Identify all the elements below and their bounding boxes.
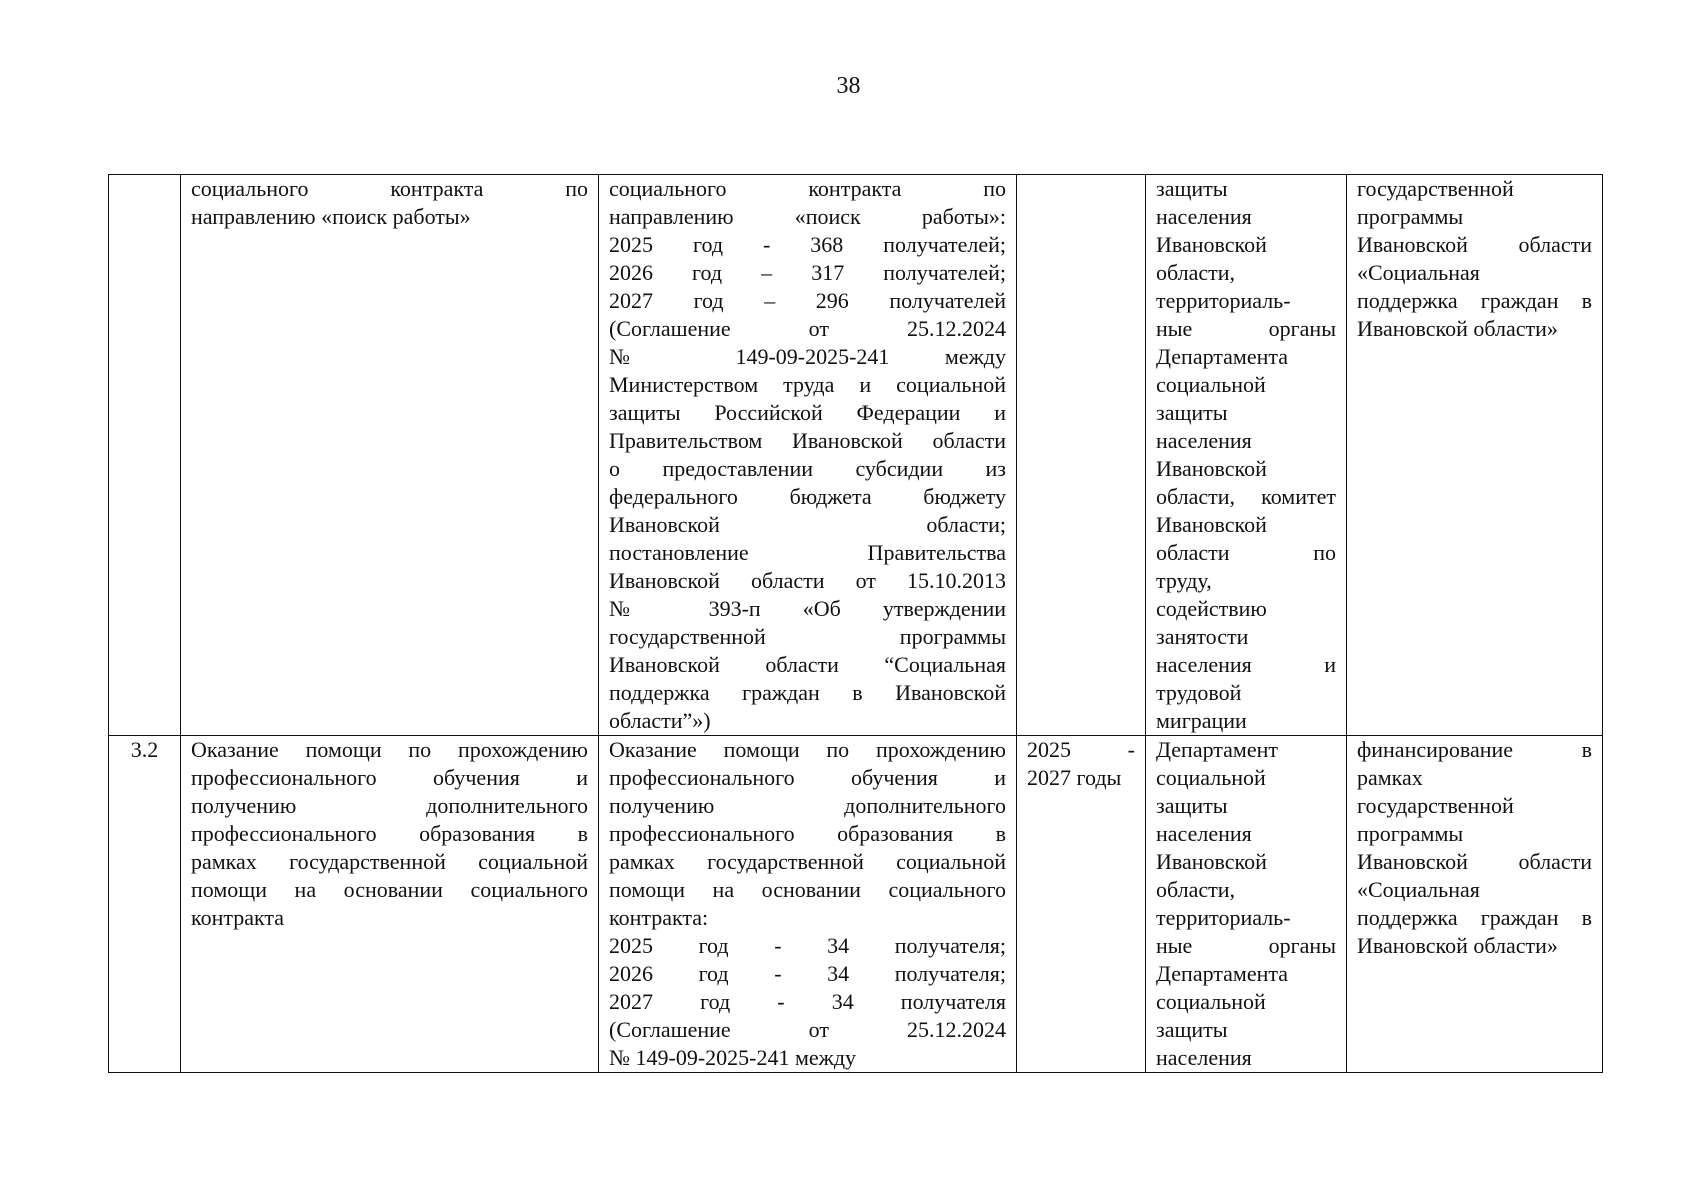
cell-line: финансирование в	[1357, 737, 1592, 762]
cell-line: (Соглашение от 25.12.2024	[609, 1017, 1006, 1042]
cell-line: профессионального обучения и	[191, 765, 588, 790]
cell-line: области,	[1156, 877, 1236, 902]
cell-line: государственной	[1357, 793, 1514, 818]
cell-line: получению дополнительного	[191, 793, 588, 818]
cell-line: поддержка граждан в	[1357, 288, 1592, 313]
cell-line: социальной	[1156, 765, 1266, 790]
cell-line: Правительством Ивановской области	[609, 428, 1006, 453]
executor-cell	[1146, 736, 1347, 1073]
executor-cell	[1146, 175, 1347, 736]
cell-line: Ивановской области»	[1357, 316, 1558, 341]
cell-line: населения	[1156, 821, 1252, 846]
cell-line: защиты Российской Федерации и	[609, 400, 1006, 425]
cell-line: 2026 год - 34 получателя;	[609, 961, 1006, 986]
cell-line: области по	[1156, 540, 1336, 565]
cell-line: 2025 -	[1027, 737, 1135, 762]
financing-cell	[1347, 736, 1603, 1073]
cell-line: Ивановской области	[1357, 232, 1592, 257]
cell-line: Ивановской	[1156, 232, 1267, 257]
cell-line: поддержка граждан в	[1357, 905, 1592, 930]
cell-line: Ивановской области»	[1357, 933, 1558, 958]
program-table	[108, 174, 1603, 1073]
cell-line: Ивановской	[1156, 456, 1267, 481]
cell-line: социального контракта по	[609, 176, 1006, 201]
row-number-cell	[109, 175, 181, 736]
cell-line: 2025 год - 34 получателя;	[609, 933, 1006, 958]
cell-line: 2025 год - 368 получателей;	[609, 232, 1006, 257]
indicator-cell	[599, 736, 1017, 1073]
cell-line: рамках	[1357, 765, 1423, 790]
cell-line: территориаль-	[1156, 905, 1291, 930]
cell-line: программы	[1357, 821, 1464, 846]
cell-line: населения	[1156, 428, 1252, 453]
cell-line: занятости	[1156, 624, 1249, 649]
table-row	[109, 736, 1603, 1073]
cell-line: государственной программы	[609, 624, 1006, 649]
cell-line: ные органы	[1156, 316, 1336, 341]
cell-line: содействию	[1156, 596, 1267, 621]
page-number: 38	[836, 73, 861, 99]
cell-line: 2027 год - 34 получателя	[609, 989, 1006, 1014]
cell-line: Ивановской	[1156, 512, 1267, 537]
cell-line: населения	[1156, 1045, 1252, 1070]
cell-line: № 393-п «Об утверждении	[609, 596, 1006, 621]
cell-line: Оказание помощи по прохождению	[191, 737, 588, 762]
period-cell	[1017, 175, 1146, 736]
row-number-cell: 3.2	[109, 736, 181, 1073]
cell-line: территориаль-	[1156, 288, 1291, 313]
cell-line: (Соглашение от 25.12.2024	[609, 316, 1006, 341]
cell-line: постановление Правительства	[609, 540, 1006, 565]
cell-line: Департамент	[1156, 737, 1279, 762]
cell-line: федерального бюджета бюджету	[609, 484, 1006, 509]
cell-line: трудовой	[1156, 680, 1242, 705]
cell-line: защиты	[1156, 1017, 1228, 1042]
cell-line: государственной	[1357, 176, 1514, 201]
cell-line: направлению «поиск работы»:	[609, 204, 1006, 229]
cell-line: направлению «поиск работы»	[191, 204, 471, 229]
cell-line: получению дополнительного	[609, 793, 1006, 818]
cell-line: Оказание помощи по прохождению	[609, 737, 1006, 762]
cell-line: профессионального образования в	[191, 821, 588, 846]
indicator-cell	[599, 175, 1017, 736]
cell-line: помощи на основании социального	[609, 877, 1006, 902]
cell-line: социальной	[1156, 989, 1266, 1014]
cell-line: 2027 годы	[1027, 765, 1122, 790]
cell-line: 2026 год – 317 получателей;	[609, 260, 1006, 285]
cell-line: Ивановской области;	[609, 512, 1006, 537]
cell-line: контракта:	[609, 905, 709, 930]
cell-line: № 149-09-2025-241 между	[609, 1045, 857, 1070]
cell-line: населения	[1156, 204, 1252, 229]
cell-line: программы	[1357, 204, 1464, 229]
period-cell	[1017, 736, 1146, 1073]
cell-line: области”»)	[609, 708, 711, 733]
cell-line: поддержка граждан в Ивановской	[609, 680, 1006, 705]
cell-line: области, комитет	[1156, 484, 1336, 509]
cell-line: рамках государственной социальной	[609, 849, 1006, 874]
financing-cell	[1347, 175, 1603, 736]
cell-line: Министерством труда и социальной	[609, 372, 1006, 397]
event-cell	[181, 175, 599, 736]
cell-line: социальной	[1156, 372, 1266, 397]
cell-line: Ивановской области от 15.10.2013	[609, 568, 1006, 593]
cell-line: профессионального образования в	[609, 821, 1006, 846]
cell-line: ные органы	[1156, 933, 1336, 958]
cell-line: помощи на основании социального	[191, 877, 588, 902]
cell-line: социального контракта по	[191, 176, 588, 201]
cell-line: защиты	[1156, 176, 1228, 201]
cell-line: Ивановской области “Социальная	[609, 652, 1006, 677]
cell-line: миграции	[1156, 708, 1247, 733]
cell-line: профессионального обучения и	[609, 765, 1006, 790]
cell-line: Ивановской	[1156, 849, 1267, 874]
cell-line: 2027 год – 296 получателей	[609, 288, 1006, 313]
event-cell	[181, 736, 599, 1073]
cell-line: Департамента	[1156, 961, 1289, 986]
cell-line: рамках государственной социальной	[191, 849, 588, 874]
cell-line: Департамента	[1156, 344, 1289, 369]
cell-line: контракта	[191, 905, 285, 930]
cell-line: защиты	[1156, 400, 1228, 425]
cell-line: защиты	[1156, 793, 1228, 818]
cell-line: Ивановской области	[1357, 849, 1592, 874]
cell-line: № 149-09-2025-241 между	[609, 344, 1006, 369]
cell-line: «Социальная	[1357, 260, 1480, 285]
cell-line: труду,	[1156, 568, 1212, 593]
cell-line: области,	[1156, 260, 1236, 285]
cell-line: о предоставлении субсидии из	[609, 456, 1006, 481]
cell-line: населения и	[1156, 652, 1336, 677]
table-row	[109, 175, 1603, 736]
cell-line: «Социальная	[1357, 877, 1480, 902]
